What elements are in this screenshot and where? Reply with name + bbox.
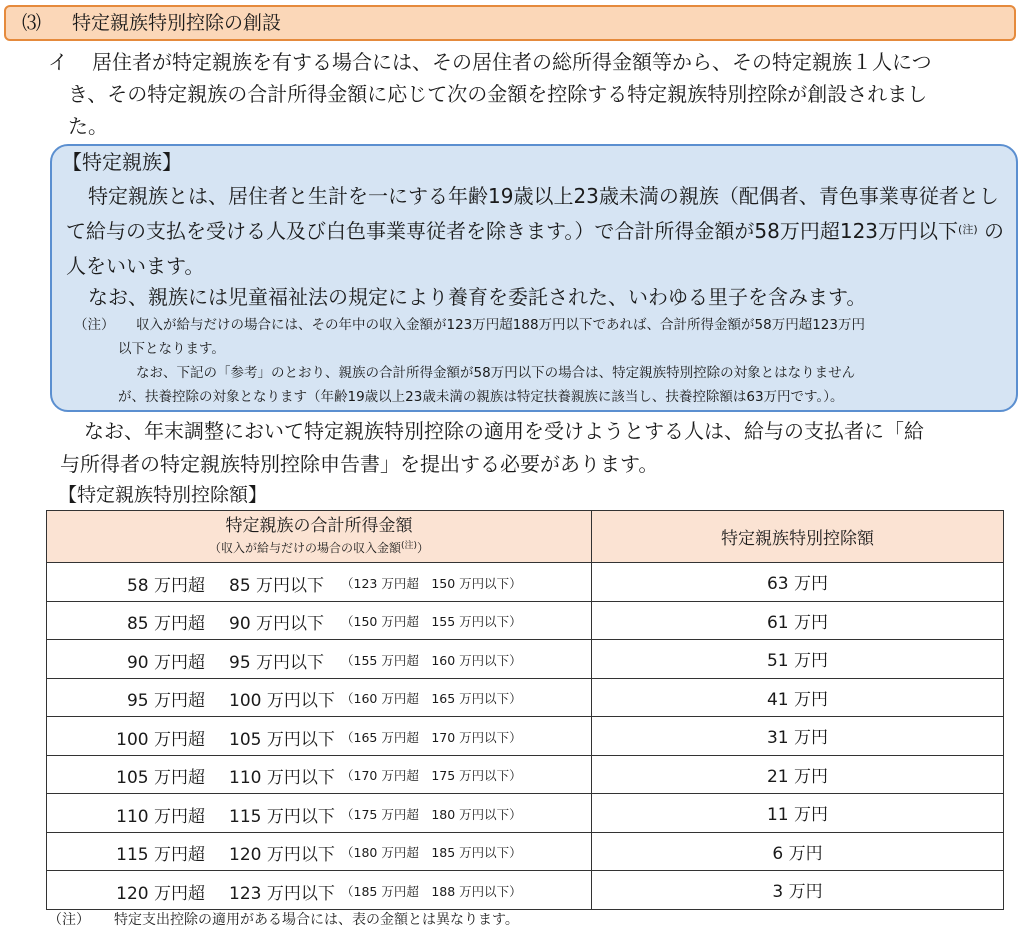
income-from: 85 万円超 (126, 614, 205, 635)
income-to: 120 万円以下 (229, 845, 335, 866)
income-to: 105 万円以下 (229, 729, 335, 750)
income-from: 120 万円超 (116, 883, 205, 904)
note-1-line-1: 収入が給与だけの場合には、その年中の収入金額が123万円超188万円以下であれば、合計所得金額が58万円超123万円 (136, 317, 865, 333)
deduction-amount: 11 万円 (592, 794, 1004, 833)
table-row (47, 601, 1004, 640)
income-from: 95 万円超 (126, 691, 205, 712)
income-range-cell (47, 640, 592, 679)
income-to: 115 万円以下 (229, 806, 335, 827)
table-title: 【特定親族特別控除額】 (58, 484, 268, 506)
after-line-1 (60, 415, 1015, 448)
table-row (47, 563, 1004, 602)
income-to: 123 万円以下 (229, 883, 335, 904)
income-to: 95 万円以下 (229, 652, 325, 673)
income-to: 85 万円以下 (229, 575, 325, 596)
header-income-sub-close: ） (417, 540, 430, 555)
salary-range: （160 万円超 165 万円以下） (341, 691, 522, 707)
income-to: 90 万円以下 (229, 614, 325, 635)
income-from: 100 万円超 (116, 729, 205, 750)
year-end-adjustment-paragraph (60, 415, 1015, 481)
income-from: 115 万円超 (116, 845, 205, 866)
income-to: 100 万円以下 (229, 691, 335, 712)
table-row (47, 640, 1004, 679)
footnote-label: （注） (48, 912, 90, 928)
section-title: 特定親族特別控除の創設 (72, 12, 282, 34)
salary-range: （175 万円超 180 万円以下） (341, 806, 522, 822)
table-header-row (47, 511, 1004, 563)
intro-line-1: 居住者が特定親族を有する場合には、その居住者の総所得金額等から、その特定親族１人につ (92, 50, 932, 74)
income-range-cell (47, 794, 592, 833)
income-from: 110 万円超 (116, 806, 205, 827)
deduction-amount: 21 万円 (592, 755, 1004, 794)
salary-range: （185 万円超 188 万円以下） (341, 883, 522, 899)
intro-line-2: き、その特定親族の合計所得金額に応じて次の金額を控除する特定親族特別控除が創設されまし (68, 82, 928, 106)
header-income-label: 特定親族の合計所得金額 (225, 515, 413, 536)
table-row (47, 832, 1004, 871)
table-row (47, 678, 1004, 717)
income-range-cell (47, 871, 592, 910)
income-range-cell (47, 832, 592, 871)
salary-range: （165 万円超 170 万円以下） (341, 729, 522, 745)
income-range-cell (47, 563, 592, 602)
income-to: 110 万円以下 (229, 768, 335, 789)
header-note-mark: (注) (400, 540, 418, 551)
foster-child-text: なお、親族には児童福祉法の規定により養育を委託された、いわゆる里子を含みます。 (88, 285, 867, 309)
table-row (47, 794, 1004, 833)
note-2-line-1: なお、下記の「参考」のとおり、親族の合計所得金額が58万円以下の場合は、特定親族特別控除の対象とはなりません (136, 365, 856, 381)
salary-range: （123 万円超 150 万円以下） (341, 575, 522, 591)
intro-marker: イ (48, 50, 68, 74)
deduction-amount: 3 万円 (592, 871, 1004, 910)
footnote-text: 特定支出控除の適用がある場合には、表の金額とは異なります。 (114, 912, 519, 928)
deduction-amount: 6 万円 (592, 832, 1004, 871)
note-mark: (注) (958, 223, 978, 236)
after-line-2: 与所得者の特定親族特別控除申告書」を提出する必要があります。 (60, 452, 659, 476)
income-range-cell (47, 717, 592, 756)
note-1-line-2: 以下となります。 (118, 341, 225, 357)
header-income-sub-text: （収入が給与だけの場合の収入金額 (208, 540, 401, 555)
table-row (47, 871, 1004, 910)
note-label: （注） (74, 317, 115, 333)
income-range-cell (47, 755, 592, 794)
deduction-amount: 61 万円 (592, 601, 1004, 640)
definition-title: 【特定親族】 (62, 150, 182, 174)
salary-range: （180 万円超 185 万円以下） (341, 845, 522, 861)
table-row (47, 717, 1004, 756)
definition-paragraph (66, 179, 1011, 284)
income-range-cell (47, 601, 592, 640)
section-heading (4, 5, 1016, 41)
salary-range: （170 万円超 175 万円以下） (341, 768, 522, 784)
income-from: 58 万円超 (126, 575, 205, 596)
intro-line-3: た。 (68, 114, 108, 138)
header-amount: 特定親族特別控除額 (592, 511, 1004, 563)
note-2-line-2: が、扶養控除の対象となります（年齢19歳以上23歳未満の親族は特定扶養親族に該当し、扶養控除額は63万円です。）。 (118, 389, 844, 405)
header-income (47, 511, 592, 563)
salary-range: （150 万円超 155 万円以下） (341, 614, 522, 630)
definition-text: 特定親族とは、居住者と生計を一にする年齢19歳以上23歳未満の親族（配偶者、青色事業専従者として給与の支払を受ける人及び白色事業専従者を除きます。）で合計所得金額が58万円超123万円以下 (66, 184, 999, 243)
definition-text-end: の人をいいます。 (66, 219, 1004, 278)
salary-range: （155 万円超 160 万円以下） (341, 652, 522, 668)
deduction-amount: 31 万円 (592, 717, 1004, 756)
income-from: 105 万円超 (116, 768, 205, 789)
deduction-table (46, 510, 1004, 910)
intro-paragraph (68, 46, 1012, 142)
section-number: ⑶ (22, 12, 42, 34)
table-row (47, 755, 1004, 794)
foster-child-paragraph (66, 281, 1011, 313)
header-income-sub (47, 537, 591, 559)
income-range-cell (47, 678, 592, 717)
footnote (48, 910, 519, 930)
deduction-amount: 51 万円 (592, 640, 1004, 679)
after-line-1-text: なお、年末調整において特定親族特別控除の適用を受けようとする人は、給与の支払者に「給 (84, 419, 924, 443)
deduction-amount: 41 万円 (592, 678, 1004, 717)
deduction-amount: 63 万円 (592, 563, 1004, 602)
income-from: 90 万円超 (126, 652, 205, 673)
